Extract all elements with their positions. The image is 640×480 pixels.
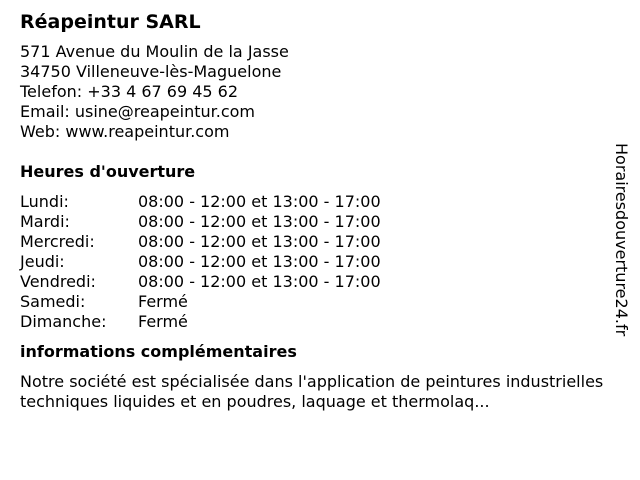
- hours-row-mardi: [20, 212, 605, 232]
- phone-line: Telefon: +33 4 67 69 45 62: [20, 82, 239, 101]
- business-card: [20, 10, 605, 412]
- hours-row-lundi: [20, 192, 605, 212]
- day-hours: 08:00 - 12:00 et 13:00 - 17:00: [138, 192, 381, 211]
- hours-table: [20, 192, 605, 332]
- info-heading: informations complémentaires: [20, 342, 297, 361]
- info-text: Notre société est spécialisée dans l'application de peintures industrielles techniques liquides et en poudres, laquage et thermolaq...: [20, 372, 604, 411]
- day-label: Mercredi:: [20, 232, 95, 251]
- day-hours: Fermé: [138, 312, 188, 331]
- hours-row-samedi: [20, 292, 605, 312]
- day-hours: 08:00 - 12:00 et 13:00 - 17:00: [138, 232, 381, 251]
- day-label: Lundi:: [20, 192, 69, 211]
- address-line-2: 34750 Villeneuve-lès-Maguelone: [20, 62, 282, 81]
- day-label: Dimanche:: [20, 312, 107, 331]
- hours-row-jeudi: [20, 252, 605, 272]
- web-line: Web: www.reapeintur.com: [20, 122, 230, 141]
- day-hours: 08:00 - 12:00 et 13:00 - 17:00: [138, 212, 381, 231]
- email-line: Email: usine@reapeintur.com: [20, 102, 256, 121]
- contact-block: [20, 42, 605, 142]
- day-hours: 08:00 - 12:00 et 13:00 - 17:00: [138, 252, 381, 271]
- day-label: Mardi:: [20, 212, 70, 231]
- hours-row-dimanche: [20, 312, 605, 332]
- watermark-text: Horairesdouverture24.fr: [612, 143, 631, 337]
- hours-heading: Heures d'ouverture: [20, 162, 196, 181]
- day-hours: 08:00 - 12:00 et 13:00 - 17:00: [138, 272, 381, 291]
- day-label: Jeudi:: [20, 252, 65, 271]
- company-name: Réapeintur SARL: [20, 11, 201, 33]
- hours-row-mercredi: [20, 232, 605, 252]
- hours-row-vendredi: [20, 272, 605, 292]
- day-label: Vendredi:: [20, 272, 96, 291]
- day-hours: Fermé: [138, 292, 188, 311]
- day-label: Samedi:: [20, 292, 86, 311]
- site-watermark: [611, 135, 631, 345]
- address-line-1: 571 Avenue du Moulin de la Jasse: [20, 42, 289, 61]
